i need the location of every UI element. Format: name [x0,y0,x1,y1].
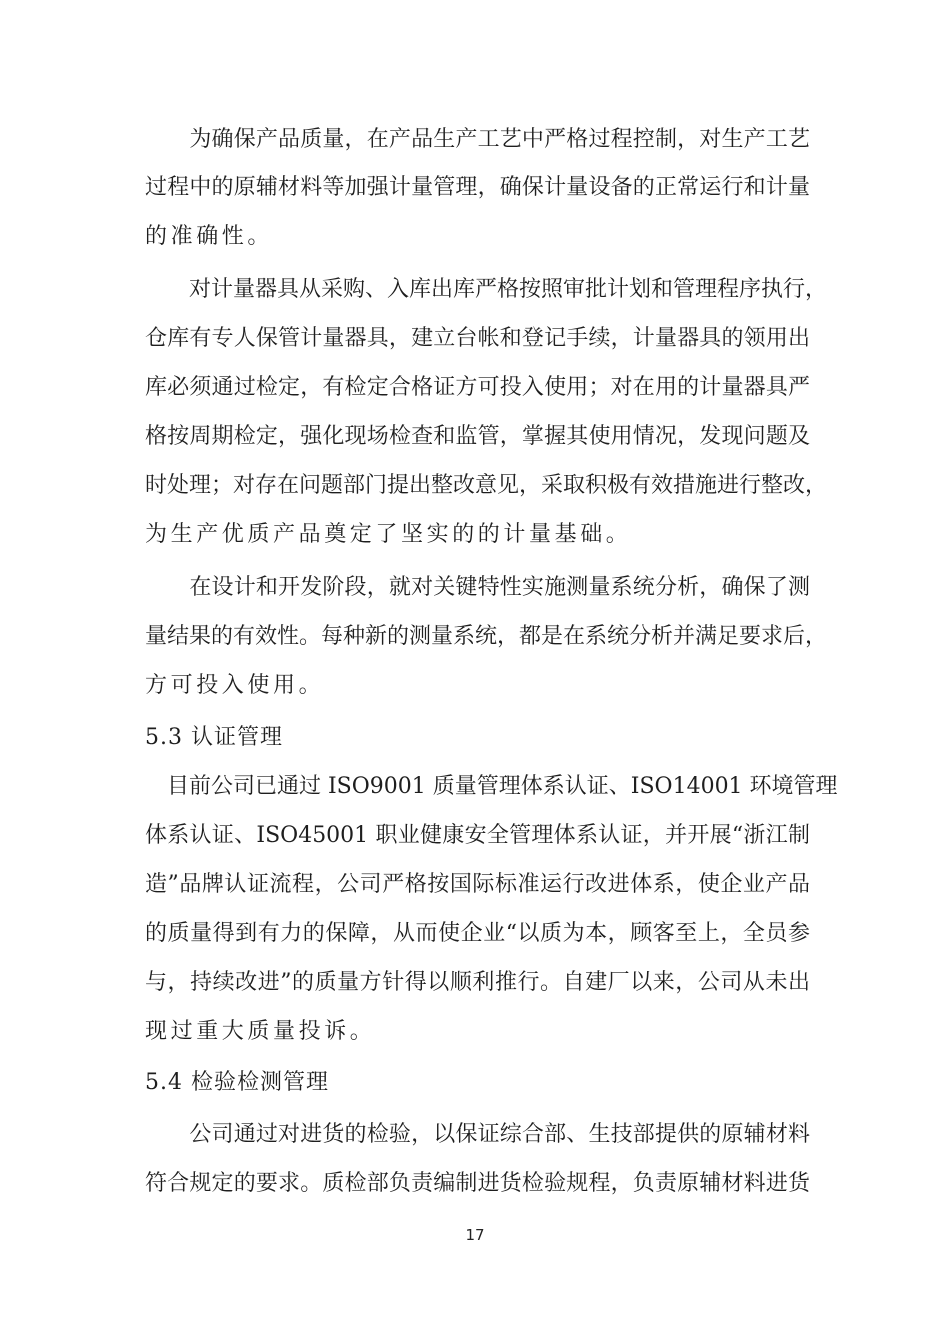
text-line: 的质量得到有力的保障，从而使企业“以质为本，顾客至上，全员参 [145,921,810,946]
text-line: 的准确性。 [145,224,274,249]
text-line: 为生产优质产品奠定了坚实的的计量基础。 [145,522,632,547]
text-line: 在设计和开发阶段，就对关键特性实施测量系统分析，确保了测 [145,575,810,600]
text-line: 符合规定的要求。质检部负责编制进货检验规程，负责原辅材料进货 [145,1171,810,1196]
text-line: 对计量器具从采购、入库出库严格按照审批计划和管理程序执行， [145,277,828,302]
text-line: 为确保产品质量，在产品生产工艺中严格过程控制，对生产工艺 [145,127,810,152]
section-heading: 5.3 认证管理 [145,725,283,750]
text-line: 目前公司已通过 ISO9001 质量管理体系认证、ISO14001 环境管理 [145,774,838,799]
text-line: 体系认证、ISO45001 职业健康安全管理体系认证，并开展“浙江制 [145,823,810,848]
text-line: 过程中的原辅材料等加强计量管理，确保计量设备的正常运行和计量 [145,175,810,200]
text-line: 公司通过对进货的检验，以保证综合部、生技部提供的原辅材料 [145,1122,810,1147]
text-line: 库必须通过检定，有检定合格证方可投入使用；对在用的计量器具严 [145,375,810,400]
text-line: 时处理；对存在问题部门提出整改意见，采取积极有效措施进行整改， [145,473,828,498]
section-heading: 5.4 检验检测管理 [145,1070,329,1095]
text-line: 格按周期检定，强化现场检查和监管，掌握其使用情况，发现问题及 [145,424,810,449]
text-line: 量结果的有效性。每种新的测量系统，都是在系统分析并满足要求后， [145,624,828,649]
text-line: 现过重大质量投诉。 [145,1019,376,1044]
page-number: 17 [465,1226,485,1244]
text-line: 与，持续改进”的质量方针得以顺利推行。自建厂以来，公司从未出 [145,970,810,995]
text-line: 仓库有专人保管计量器具，建立台帐和登记手续，计量器具的领用出 [145,326,810,351]
text-line: 造”品牌认证流程，公司严格按国际标准运行改进体系，使企业产品 [145,872,810,897]
text-line: 方可投入使用。 [145,673,325,698]
